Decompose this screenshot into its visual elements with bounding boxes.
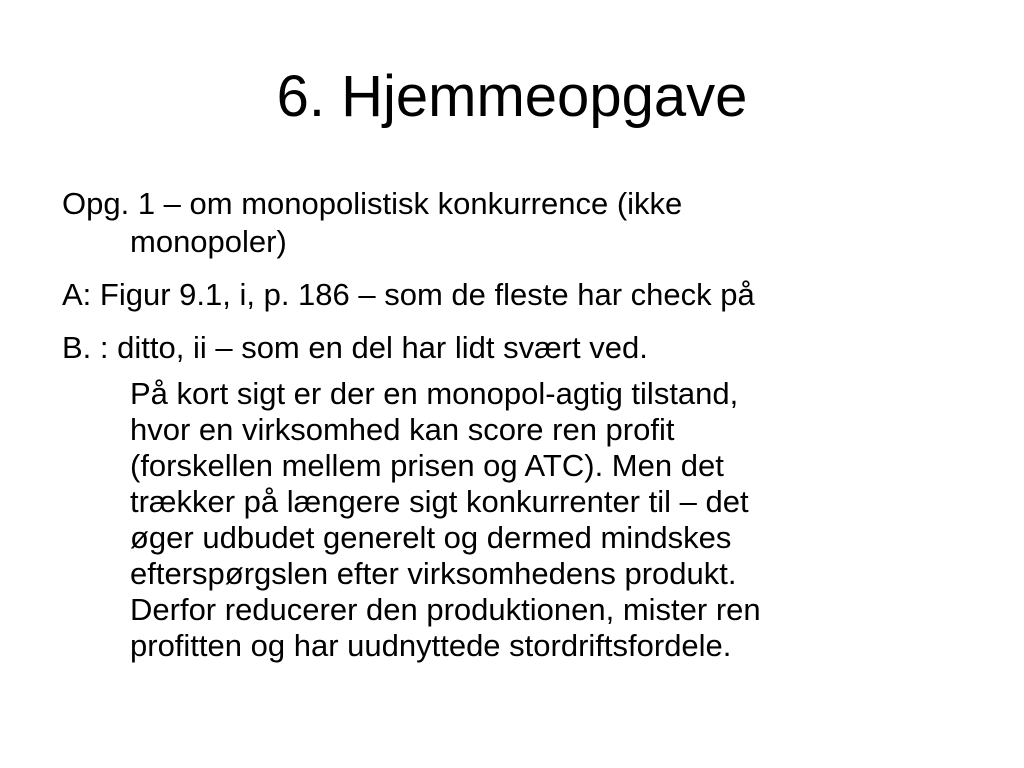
text-line: efterspørgslen efter virksomhedens produkt.	[130, 556, 737, 591]
text-line: monopoler)	[130, 224, 287, 259]
slide-body	[62, 185, 982, 679]
text-line: profitten og har uudnyttede stordriftsfordele.	[130, 628, 732, 663]
text-line: øger udbudet generelt og dermed mindskes	[130, 520, 732, 555]
text-line: A: Figur 9.1, i, p. 186 – som de fleste har check på	[62, 277, 755, 312]
text-line: trækker på længere sigt konkurrenter til – det	[130, 484, 749, 519]
paragraph-explanation	[62, 376, 982, 664]
text-line: (forskellen mellem prisen og ATC). Men det	[130, 448, 724, 483]
paragraph-a	[62, 276, 982, 314]
text-line: På kort sigt er der en monopol-agtig tilstand,	[130, 376, 739, 411]
text-line: B. : ditto, ii – som en del har lidt svært ved.	[62, 330, 648, 365]
text-line: Derfor reducerer den produktionen, mister ren	[130, 592, 761, 627]
text-line: hvor en virksomhed kan score ren profit	[130, 412, 675, 447]
slide-title: 6. Hjemmeopgave	[276, 64, 748, 129]
text-line: Opg. 1 – om monopolistisk konkurrence (ikke	[62, 186, 683, 221]
paragraph-b	[62, 329, 982, 367]
paragraph-opg1	[62, 185, 982, 261]
